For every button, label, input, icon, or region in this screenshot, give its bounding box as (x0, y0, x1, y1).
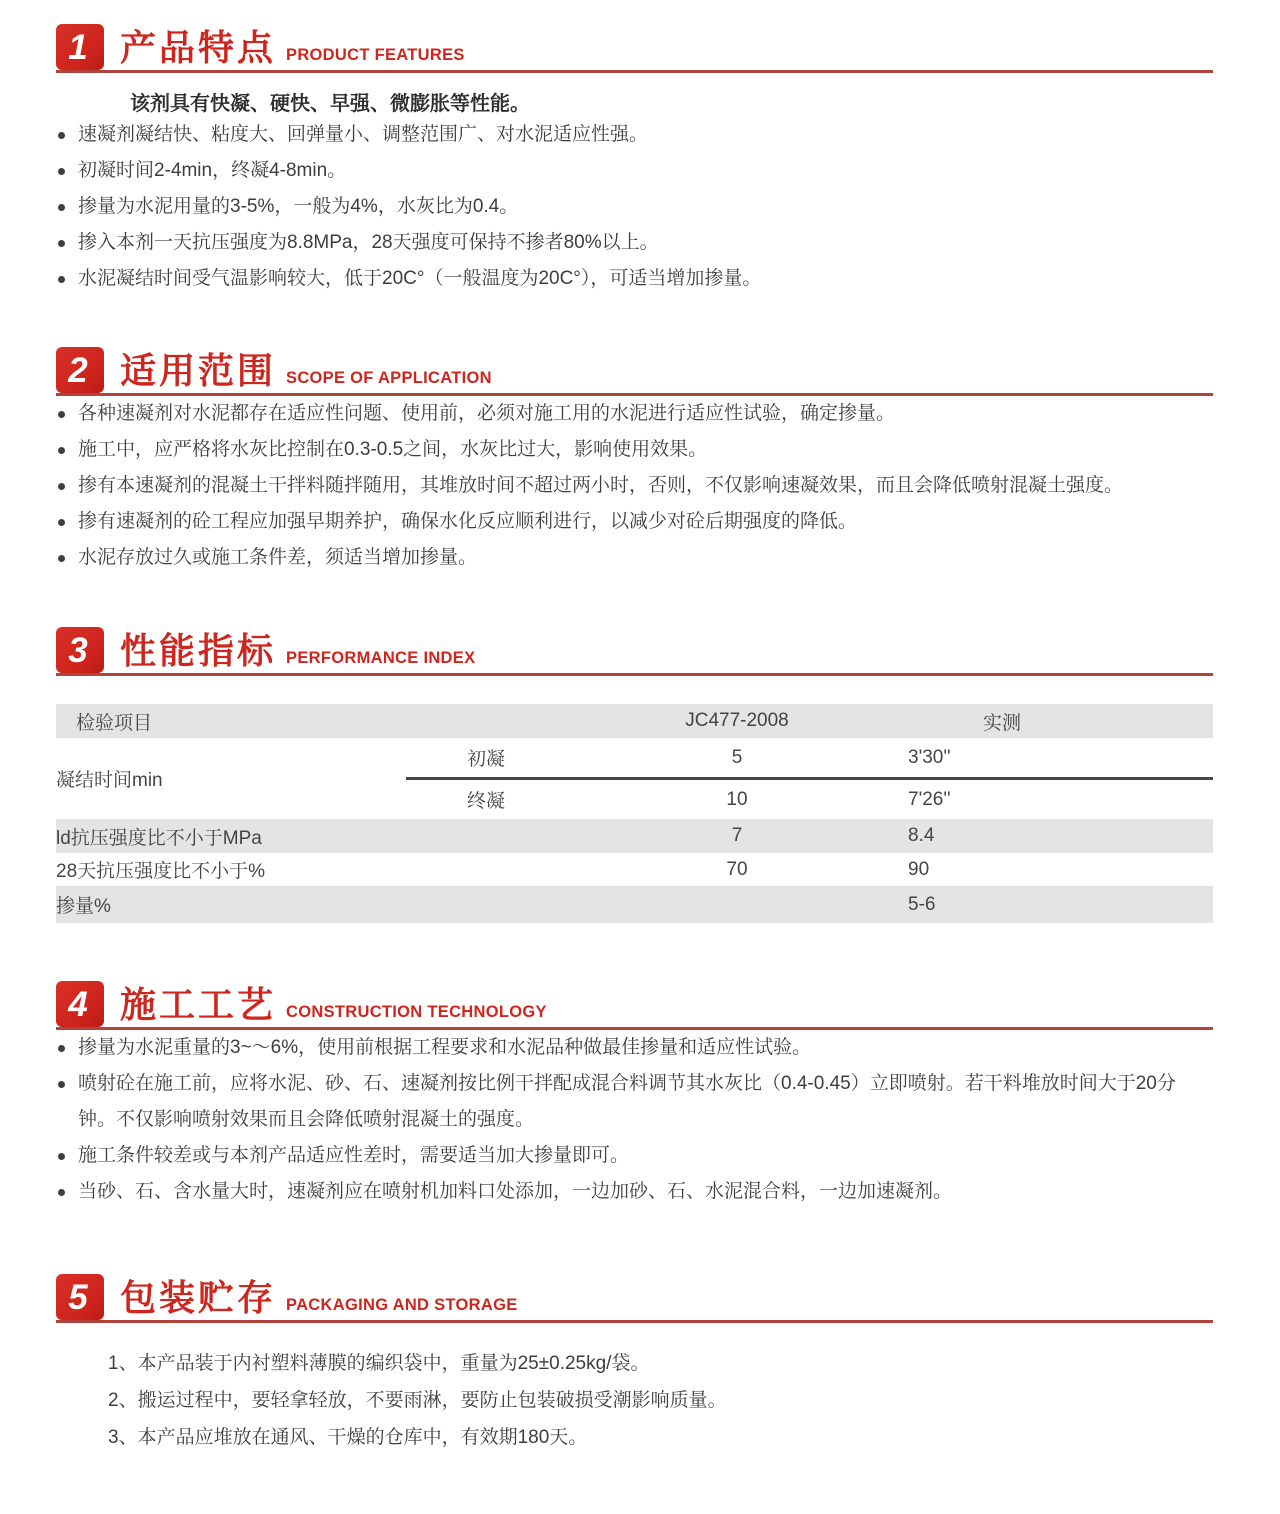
table-row (56, 886, 1213, 923)
cell-measured: 90 (908, 858, 930, 880)
cell-measured: 5-6 (908, 886, 1213, 923)
cell-sub: 终凝 (466, 791, 505, 812)
section-construction-technology (56, 981, 1213, 1210)
section-header (56, 981, 1213, 1030)
packaging-list (108, 1345, 1213, 1456)
table-row (56, 819, 1213, 853)
section-title-en: PACKAGING AND STORAGE (286, 1296, 518, 1314)
section-header (56, 347, 1213, 396)
section-title-en: PRODUCT FEATURES (286, 46, 465, 64)
section-scope-of-application (56, 347, 1213, 576)
list-item: 3、本产品应堆放在通风、干燥的仓库中，有效期180天。 (108, 1427, 588, 1448)
section-number-badge: 5 (56, 1274, 104, 1320)
list-item: 掺量为水泥重量的3~～6%，使用前根据工程要求和水泥品种做最佳掺量和适应性试验。 (56, 1030, 1213, 1066)
cell-standard: 10 (726, 788, 748, 810)
table-row (56, 738, 1213, 779)
section-title-cn: 性能指标 (120, 630, 277, 671)
list-item: 水泥凝结时间受气温影响较大，低于20C°（一般温度为20C°），可适当增加掺量。 (56, 261, 1213, 297)
cell-item: ld抗压强度比不小于MPa (56, 819, 566, 853)
table-header-row (56, 704, 1213, 738)
construction-list (56, 1030, 1213, 1210)
cell-item: 凝结时间min (56, 770, 163, 791)
list-item: 施工中，应严格将水灰比控制在0.3-0.5之间，水灰比过大，影响使用效果。 (56, 432, 1213, 468)
section-titles (120, 630, 476, 673)
section-packaging-and-storage (56, 1274, 1213, 1456)
cell-measured: 3'30'' (908, 738, 1213, 779)
section-header (56, 1274, 1213, 1323)
section-product-features (56, 24, 1213, 297)
section-header (56, 24, 1213, 73)
section-number-badge: 2 (56, 347, 104, 393)
list-item: 1、本产品装于内衬塑料薄膜的编织袋中，重量为25±0.25kg/袋。 (108, 1353, 650, 1374)
list-item: 当砂、石、含水量大时，速凝剂应在喷射机加料口处添加，一边加砂、石、水泥混合料，一边加速凝剂。 (56, 1174, 1213, 1210)
section-title-en: CONSTRUCTION TECHNOLOGY (286, 1003, 547, 1021)
cell-standard: 70 (726, 858, 748, 880)
section-title-cn: 适用范围 (120, 350, 277, 391)
list-item: 速凝剂凝结快、粘度大、回弹量小、调整范围广、对水泥适应性强。 (56, 117, 1213, 153)
section-performance-index (56, 627, 1213, 923)
cell-item: 28天抗压强度比不小于% (56, 861, 266, 882)
list-item: 掺量为水泥用量的3-5%，一般为4%，水灰比为0.4。 (56, 189, 1213, 225)
feature-list (56, 117, 1213, 297)
cell-standard: 5 (566, 738, 908, 779)
cell-measured: 8.4 (908, 819, 1213, 853)
section-number-badge: 1 (56, 24, 104, 70)
cell-measured: 7'26'' (908, 788, 951, 810)
list-item: 施工条件较差或与本剂产品适应性差时，需要适当加大掺量即可。 (56, 1138, 1213, 1174)
list-item: 水泥存放过久或施工条件差，须适当增加掺量。 (56, 540, 1213, 576)
scope-list (56, 396, 1213, 576)
column-header-item: 检验项目 (56, 704, 406, 738)
list-item: 初凝时间2-4min，终凝4-8min。 (56, 153, 1213, 189)
cell-standard: 7 (566, 819, 908, 853)
section-titles (120, 27, 465, 70)
section-number-badge: 3 (56, 627, 104, 673)
table-row (56, 853, 1213, 886)
cell-item: 掺量% (56, 886, 566, 923)
section-title-en: PERFORMANCE INDEX (286, 649, 476, 667)
list-item: 掺有本速凝剂的混凝土干拌料随拌随用，其堆放时间不超过两小时，否则，不仅影响速凝效果，而且会降低喷射混凝土强度。 (56, 468, 1213, 504)
performance-index-table (56, 704, 1213, 923)
section-title-en: SCOPE OF APPLICATION (286, 369, 492, 387)
list-item: 各种速凝剂对水泥都存在适应性问题、使用前，必须对施工用的水泥进行适应性试验，确定掺量。 (56, 396, 1213, 432)
section-title-cn: 施工工艺 (120, 984, 277, 1025)
list-item: 喷射砼在施工前，应将水泥、砂、石、速凝剂按比例干拌配成混合料调节其水灰比（0.4-0.45）立即喷射。若干料堆放时间大于20分钟。不仅影响喷射效果而且会降低喷射混凝土的强度。 (56, 1066, 1213, 1138)
column-header-measured: 实测 (908, 704, 1213, 738)
section-header (56, 627, 1213, 676)
list-item: 2、搬运过程中，要轻拿轻放，不要雨淋，要防止包装破损受潮影响质量。 (108, 1390, 727, 1411)
list-item: 掺入本剂一天抗压强度为8.8MPa，28天强度可保持不掺者80%以上。 (56, 225, 1213, 261)
list-item: 掺有速凝剂的砼工程应加强早期养护，确保水化反应顺利进行，以减少对砼后期强度的降低。 (56, 504, 1213, 540)
cell-sub: 初凝 (406, 738, 566, 779)
cell-standard (566, 886, 908, 923)
column-header-empty (406, 704, 566, 738)
section-titles (120, 350, 492, 393)
section-title-cn: 包装贮存 (120, 1277, 277, 1318)
section-number-badge: 4 (56, 981, 104, 1027)
section-titles (120, 1277, 518, 1320)
intro-statement: 该剂具有快凝、硬快、早强、微膨胀等性能。 (130, 93, 530, 115)
section-titles (120, 984, 547, 1027)
column-header-standard: JC477-2008 (566, 704, 908, 738)
section-title-cn: 产品特点 (120, 27, 277, 68)
